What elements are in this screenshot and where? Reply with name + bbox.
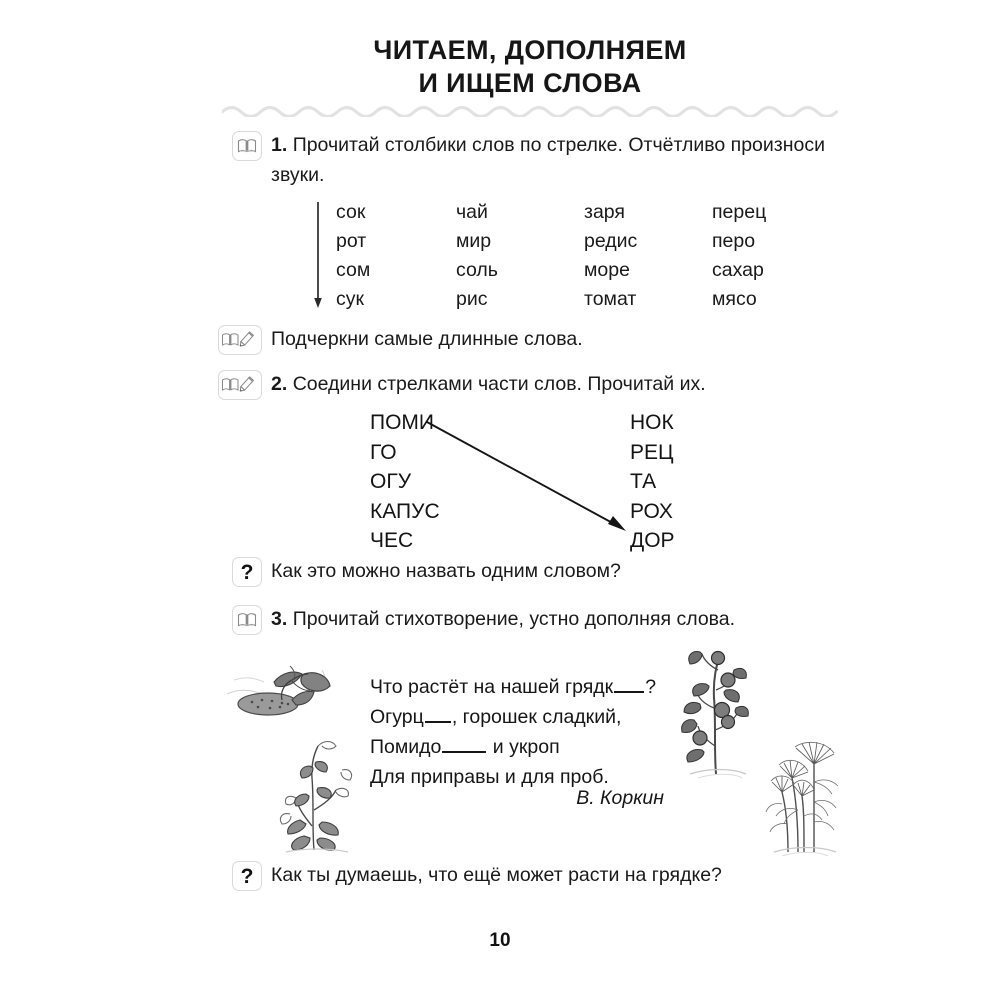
question-2-row	[232, 860, 852, 891]
word-cell: соль	[456, 259, 498, 281]
word-part-right[interactable]: ТА	[630, 470, 657, 493]
exercise-1-instruction	[232, 130, 832, 190]
word-part-left[interactable]: КАПУС	[370, 499, 440, 523]
page-title	[220, 34, 840, 100]
cucumber-plant-illustration	[222, 660, 342, 730]
tomato-plant-illustration	[676, 646, 756, 781]
word-part-left[interactable]: ОГУ	[370, 470, 412, 493]
exercise-2-number: 2.	[271, 373, 288, 395]
page-number: 10	[489, 930, 511, 951]
word-cell: томат	[584, 288, 637, 310]
word-part-right[interactable]: РОХ	[630, 499, 673, 523]
column-direction-arrow	[312, 202, 328, 308]
word-cell: перо	[712, 230, 756, 252]
word-cell: рот	[336, 230, 367, 252]
question-mark-glyph: ?	[240, 560, 254, 584]
word-part-right[interactable]: РЕЦ	[630, 440, 674, 464]
word-columns-grid	[336, 198, 832, 314]
poem-line-1	[370, 672, 656, 702]
poem-line-1-tail: ?	[645, 676, 657, 698]
exercise-3-text	[271, 604, 735, 634]
exercise-3-number: 3.	[271, 608, 288, 630]
question-2-text: Как ты думаешь, что ещё может расти на грядке?	[271, 864, 722, 886]
open-book-icon	[232, 605, 262, 635]
question-mark-glyph: ?	[240, 864, 254, 888]
word-cell: редис	[584, 230, 638, 252]
poem-line-2	[370, 702, 656, 732]
page-title-line-2: И ИЩЕМ СЛОВА	[418, 68, 642, 98]
question-1-text: Как это можно назвать одним словом?	[271, 560, 621, 582]
word-cell: сом	[336, 259, 371, 281]
open-book-icon	[232, 131, 262, 161]
dill-plant-illustration	[754, 726, 844, 856]
word-cell: перец	[712, 201, 767, 223]
poem-blank[interactable]	[442, 751, 486, 753]
poem-blank[interactable]	[425, 721, 451, 723]
underline-task-text: Подчеркни самые длинные слова.	[271, 328, 583, 350]
exercise-2-text	[271, 369, 706, 399]
poem-block	[370, 672, 656, 792]
exercise-1-text	[271, 130, 831, 190]
word-part-right[interactable]: НОК	[630, 411, 674, 434]
poem-line-3-text: Помидо	[370, 736, 442, 758]
underline-task-instruction	[218, 324, 818, 355]
question-mark-icon	[232, 861, 262, 891]
question-1-row	[232, 556, 832, 587]
poem-line-4: Для приправы и для проб.	[370, 766, 609, 788]
question-mark-icon	[232, 557, 262, 587]
poem-line-3	[370, 732, 656, 762]
poem-line-1-text: Что растёт на нашей грядк	[370, 676, 614, 698]
exercise-3-instruction	[232, 604, 852, 635]
word-cell: сук	[336, 288, 365, 310]
word-cell: заря	[584, 201, 625, 223]
word-cell: море	[584, 259, 630, 281]
poem-line-3-tail: и укроп	[487, 736, 560, 758]
exercise-3-body: Прочитай стихотворение, устно дополняя слова.	[292, 608, 736, 630]
page-title-line-1: ЧИТАЕМ, ДОПОЛНЯЕМ	[373, 35, 687, 65]
exercise-2-instruction	[218, 369, 838, 400]
pea-plant-illustration	[260, 736, 370, 854]
word-cell: мясо	[712, 288, 757, 310]
word-part-left[interactable]: ПОМИ	[370, 411, 435, 434]
word-part-left[interactable]: ГО	[370, 440, 397, 464]
poem-blank[interactable]	[614, 691, 644, 693]
match-connection-arrow	[350, 400, 670, 560]
book-pencil-icon	[218, 325, 262, 355]
exercise-1-body: Прочитай столбики слов по стрелке. Отчётливо произноси звуки.	[271, 134, 825, 186]
wavy-divider	[222, 103, 838, 117]
word-part-left[interactable]: ЧЕС	[370, 529, 414, 552]
word-cell: сахар	[712, 259, 764, 281]
word-cell: сок	[336, 201, 366, 223]
exercise-1-number: 1.	[271, 134, 288, 156]
exercise-2-body: Соедини стрелками части слов. Прочитай их.	[292, 373, 706, 395]
word-cell: рис	[456, 288, 488, 310]
poem-line-2-text: Огурц	[370, 706, 424, 728]
book-pencil-icon	[218, 370, 262, 400]
word-cell: мир	[456, 230, 492, 252]
poem-line-2-tail: , горошек сладкий,	[451, 706, 622, 728]
word-part-right[interactable]: ДОР	[630, 529, 675, 552]
poem-author: В. Коркин	[576, 787, 664, 809]
word-cell: чай	[456, 201, 488, 223]
